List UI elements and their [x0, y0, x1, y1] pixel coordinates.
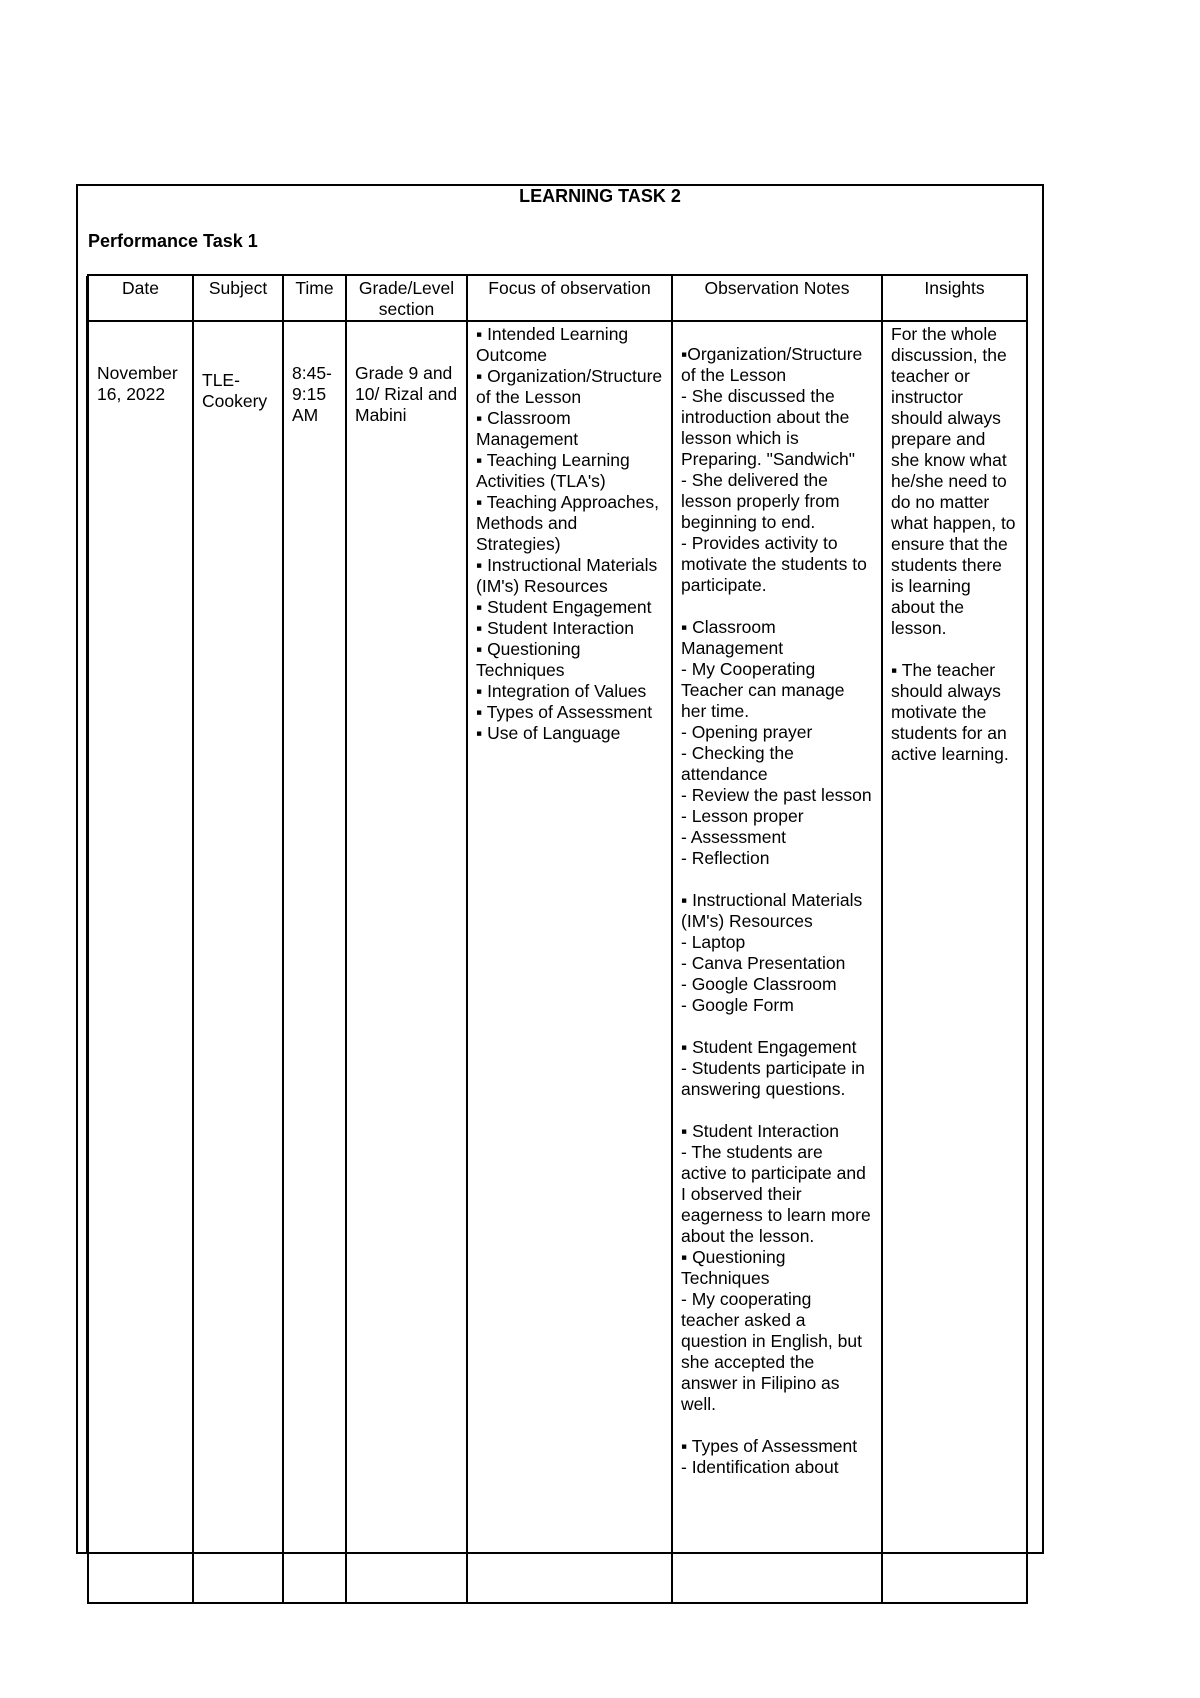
note-line: - Opening prayer: [681, 722, 813, 742]
focus-item: ▪ Use of Language: [476, 723, 621, 743]
focus-item: ▪ Types of Assessment: [476, 702, 653, 722]
cell-focus: [467, 321, 672, 1603]
note-line: - My Cooperating Teacher can manage her time.: [681, 659, 850, 721]
table-header-row: [88, 275, 1027, 321]
note-line: ▪ Questioning Techniques: [681, 1247, 791, 1288]
note-line: [681, 596, 873, 617]
focus-item: ▪ Student Interaction: [476, 618, 634, 638]
note-line: - Students participate in answering questions.: [681, 1058, 870, 1099]
note-line: - Checking the attendance: [681, 743, 799, 784]
focus-item: ▪ Teaching Learning Activities (TLA's): [476, 450, 634, 491]
focus-list: [476, 324, 668, 744]
cell-subject: TLE-Cookery: [193, 321, 283, 1603]
note-line: - Provides activity to motivate the students to participate.: [681, 533, 872, 595]
focus-item: ▪ Intended Learning Outcome: [476, 324, 634, 365]
note-line: [681, 1016, 873, 1037]
note-line: ▪ Student Interaction: [681, 1121, 839, 1141]
note-line: ▪Organization/Structure of the Lesson: [681, 344, 868, 385]
cell-time: 8:45-9:15 AM: [283, 321, 346, 1603]
table-row: [88, 321, 1027, 1603]
note-line: [681, 869, 873, 890]
header-subject: Subject: [193, 275, 283, 321]
note-line: - Review the past lesson: [681, 785, 872, 805]
note-line: - Google Classroom: [681, 974, 837, 994]
note-line: - Canva Presentation: [681, 953, 846, 973]
header-insights: Insights: [882, 275, 1027, 321]
insight-line: [891, 639, 1018, 660]
focus-item: ▪ Questioning Techniques: [476, 639, 586, 680]
header-notes: Observation Notes: [672, 275, 882, 321]
note-line: ▪ Student Engagement: [681, 1037, 857, 1057]
focus-item: ▪ Teaching Approaches, Methods and Strategies): [476, 492, 664, 554]
note-line: - Reflection: [681, 848, 770, 868]
note-line: [681, 1100, 873, 1121]
focus-item: ▪ Instructional Materials (IM's) Resources: [476, 555, 663, 596]
focus-item: ▪ Organization/Structure of the Lesson: [476, 366, 668, 407]
insights-list: [891, 324, 1021, 765]
notes-list: [681, 344, 876, 1478]
note-line: ▪ Instructional Materials (IM's) Resources: [681, 890, 868, 931]
note-line: - Identification about: [681, 1457, 839, 1477]
focus-item: ▪ Student Engagement: [476, 597, 652, 617]
focus-item: ▪ Classroom Management: [476, 408, 579, 449]
cell-grade: Grade 9 and 10/ Rizal and Mabini: [346, 321, 467, 1603]
document-title: LEARNING TASK 2: [519, 186, 681, 206]
header-grade: Grade/Level section: [346, 275, 467, 321]
observation-table: [87, 274, 1028, 1604]
note-line: - She discussed the introduction about the lesson which is Preparing. "Sandwich": [681, 386, 855, 469]
insight-line: For the whole discussion, the teacher or instructor should always prepare and she know what he/she need to do no matter what happen, to ensure that the students there is learning about the lesson.: [891, 324, 1021, 638]
note-line: - Lesson proper: [681, 806, 804, 826]
note-line: - My cooperating teacher asked a question in English, but she accepted the answer in Filipino as well.: [681, 1289, 867, 1414]
header-date: Date: [88, 275, 193, 321]
note-line: ▪ Classroom Management: [681, 617, 784, 658]
cell-notes: [672, 321, 882, 1603]
note-line: - Laptop: [681, 932, 746, 952]
cell-date: November 16, 2022: [88, 321, 193, 1603]
header-time: Time: [283, 275, 346, 321]
cell-insights: [882, 321, 1027, 1603]
note-line: ▪ Types of Assessment: [681, 1436, 858, 1456]
header-focus: Focus of observation: [467, 275, 672, 321]
note-line: [681, 1415, 873, 1436]
note-line: - She delivered the lesson properly from beginning to end.: [681, 470, 845, 532]
note-line: - Assessment: [681, 827, 787, 847]
document-subtitle: Performance Task 1: [88, 231, 258, 251]
note-line: - Google Form: [681, 995, 794, 1015]
note-line: - The students are active to participate and I observed their eagerness to learn more about the lesson.: [681, 1142, 876, 1246]
focus-item: ▪ Integration of Values: [476, 681, 647, 701]
insight-line: ▪ The teacher should always motivate the students for an active learning.: [891, 660, 1012, 764]
